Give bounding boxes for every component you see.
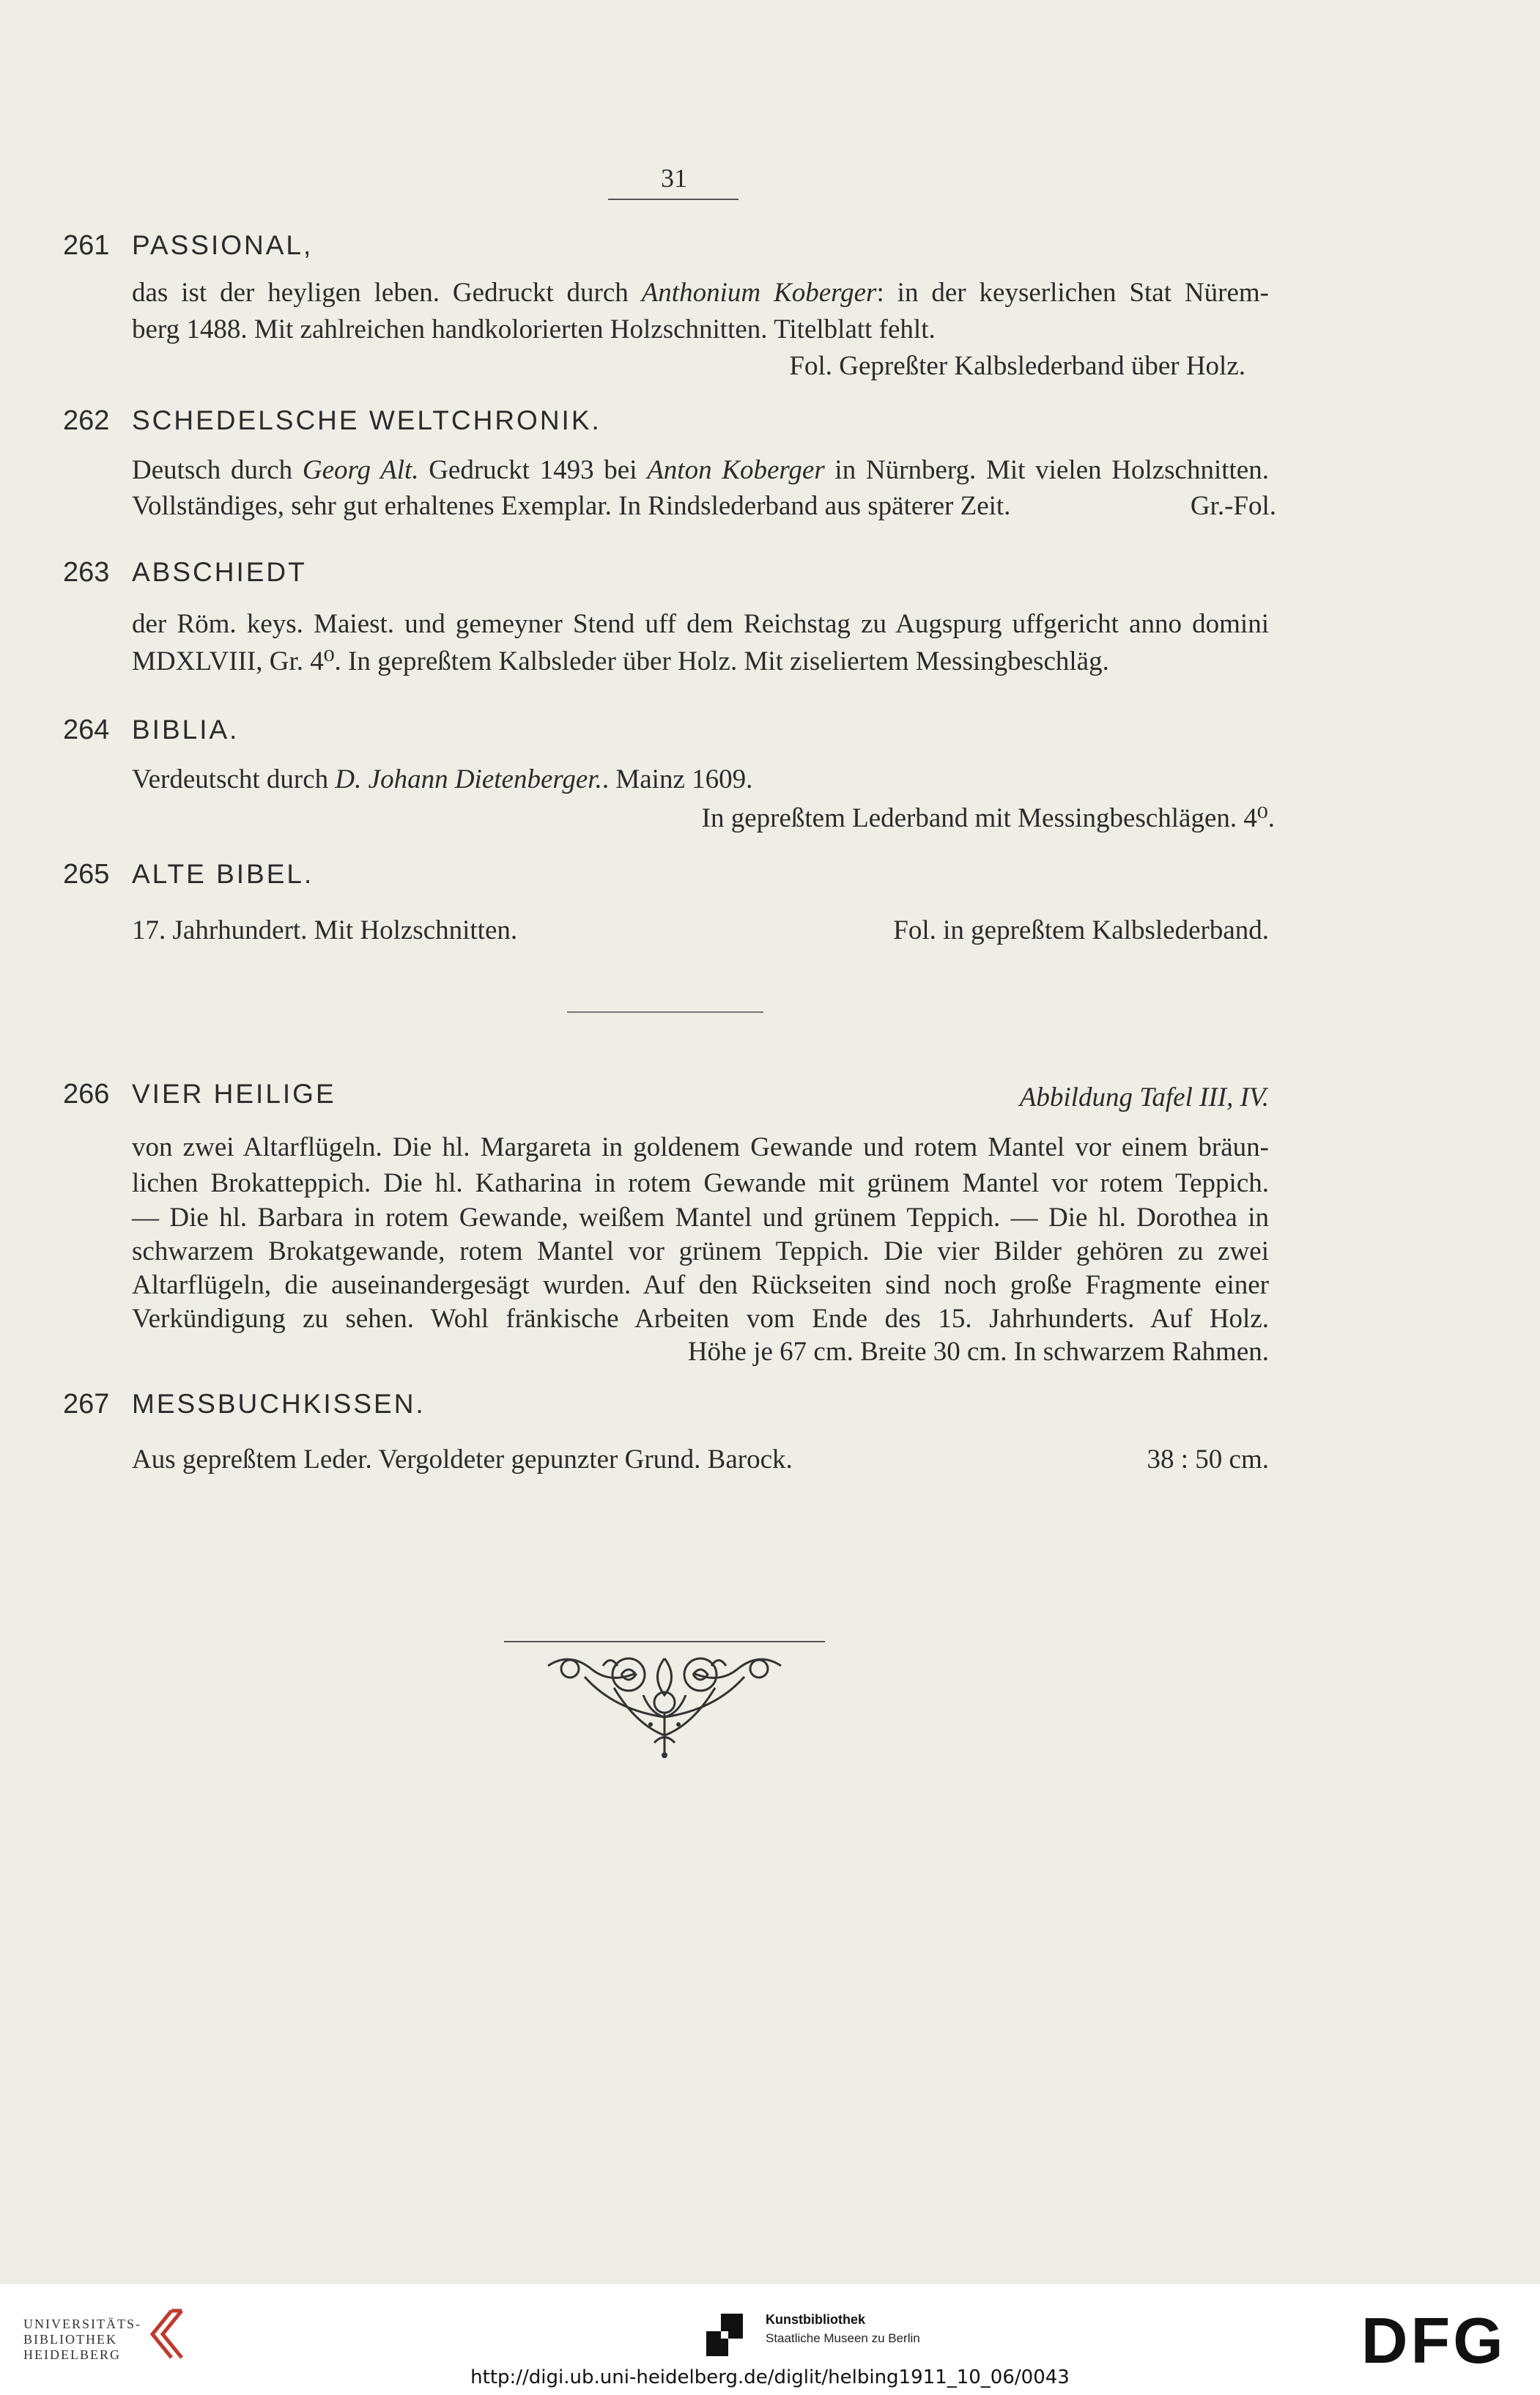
source-url[interactable]: http://digi.ub.uni-heidelberg.de/diglit/helbing1911_10_06/0043 [470, 2366, 1070, 2388]
entry-line: Deutsch durch Georg Alt. Gedruckt 1493 bei Anton Koberger in Nürnberg. Mit vielen Holzschnitten. [132, 455, 1269, 485]
entry-number: 267 [63, 1389, 110, 1420]
digitization-footer [0, 2284, 1540, 2395]
entry-line: Aus gepreßtem Leder. Vergoldeter gepunzter Grund. Barock. 38 : 50 cm. [132, 1444, 1269, 1475]
entry-line: 17. Jahrhundert. Mit Holzschnitten. Fol. in gepreßtem Kalbslederband. [132, 915, 1269, 945]
entry-number: 262 [63, 405, 110, 436]
entry-title: PASSIONAL, [132, 230, 314, 260]
page-number-rule [608, 199, 738, 200]
page-number: 31 [661, 163, 687, 193]
entry-title: MESSBUCHKISSEN. [132, 1389, 426, 1419]
entry-line: MDXLVIII, Gr. 4⁰. In gepreßtem Kalbsleder über Holz. Mit ziseliertem Messingbeschläg. [132, 646, 1109, 676]
illustration-reference: Abbildung Tafel III, IV. [1019, 1082, 1269, 1112]
ornament-rule [504, 1641, 825, 1642]
entry-title: ABSCHIEDT [132, 557, 307, 587]
entry-line: das ist der heyligen leben. Gedruckt durch Anthonium Koberger: in der keyserlichen Stat Nürem- [132, 278, 1269, 308]
entry-line: Vollständiges, sehr gut erhaltenes Exemplar. In Rindslederband aus späterer Zeit. Gr.-Fol. [132, 491, 1276, 521]
entry-line: berg 1488. Mit zahlreichen handkolorierten Holzschnitten. Titelblatt fehlt. [132, 314, 936, 344]
kunstbibliothek-logo-icon [705, 2314, 746, 2358]
entry-number: 261 [63, 230, 110, 261]
entry-line: — Die hl. Barbara in rotem Gewande, weißem Mantel und grünem Teppich. — Die hl. Dorothea in [132, 1203, 1269, 1233]
entry-dimensions: 38 : 50 cm. [1147, 1444, 1269, 1475]
entry-title: ALTE BIBEL. [132, 859, 314, 889]
entry-number: 264 [63, 715, 110, 745]
section-separator [567, 1011, 763, 1013]
kunstbibliothek-name: Kunstbibliothek [766, 2312, 865, 2327]
entry-line: der Röm. keys. Maiest. und gemeyner Stend uff dem Reichstag zu Augspurg uffgericht anno domini [132, 609, 1269, 639]
entry-title: BIBLIA. [132, 715, 240, 745]
entry-title: VIER HEILIGE [132, 1079, 336, 1109]
entry-line: lichen Brokatteppich. Die hl. Katharina in rotem Gewande mit grünem Mantel vor rotem Teppich. [132, 1168, 1269, 1198]
decorative-vignette-icon [541, 1644, 788, 1761]
entry-format: Fol. Gepreßter Kalbslederband über Holz. [789, 351, 1245, 381]
entry-line: Altarflügeln, die auseinandergesägt wurden. Auf den Rückseiten sind noch große Fragmente einer [132, 1270, 1269, 1300]
heidelberg-library-logo-icon [136, 2305, 195, 2363]
heidelberg-library-label: UNIVERSITÄTS- BIBLIOTHEK HEIDELBERG [23, 2317, 141, 2362]
entry-format: Fol. in gepreßtem Kalbslederband. [893, 915, 1269, 945]
entry-line: Verkündigung zu sehen. Wohl fränkische Arbeiten vom Ende des 15. Jahrhunderts. Auf Holz. [132, 1304, 1269, 1334]
entry-line: schwarzem Brokatgewande, rotem Mantel vor grünem Teppich. Die vier Bilder gehören zu zwei [132, 1236, 1269, 1266]
dfg-logo: DFG [1361, 2304, 1506, 2377]
entry-dimensions: Höhe je 67 cm. Breite 30 cm. In schwarzem Rahmen. [687, 1337, 1269, 1367]
entry-title: SCHEDELSCHE WELTCHRONIK. [132, 405, 601, 435]
entry-format: Gr.-Fol. [1190, 491, 1276, 521]
entry-number: 265 [63, 859, 110, 890]
entry-number: 266 [63, 1079, 110, 1110]
entry-format: In gepreßtem Lederband mit Messingbeschlägen. 4⁰. [701, 803, 1275, 833]
entry-line: Verdeutscht durch D. Johann Dietenberger.. Mainz 1609. [132, 764, 753, 794]
entry-number: 263 [63, 557, 110, 588]
kunstbibliothek-subtitle: Staatliche Museen zu Berlin [766, 2331, 920, 2345]
entry-line: von zwei Altarflügeln. Die hl. Margareta in goldenem Gewande und rotem Mantel vor einem bräun- [132, 1132, 1269, 1162]
